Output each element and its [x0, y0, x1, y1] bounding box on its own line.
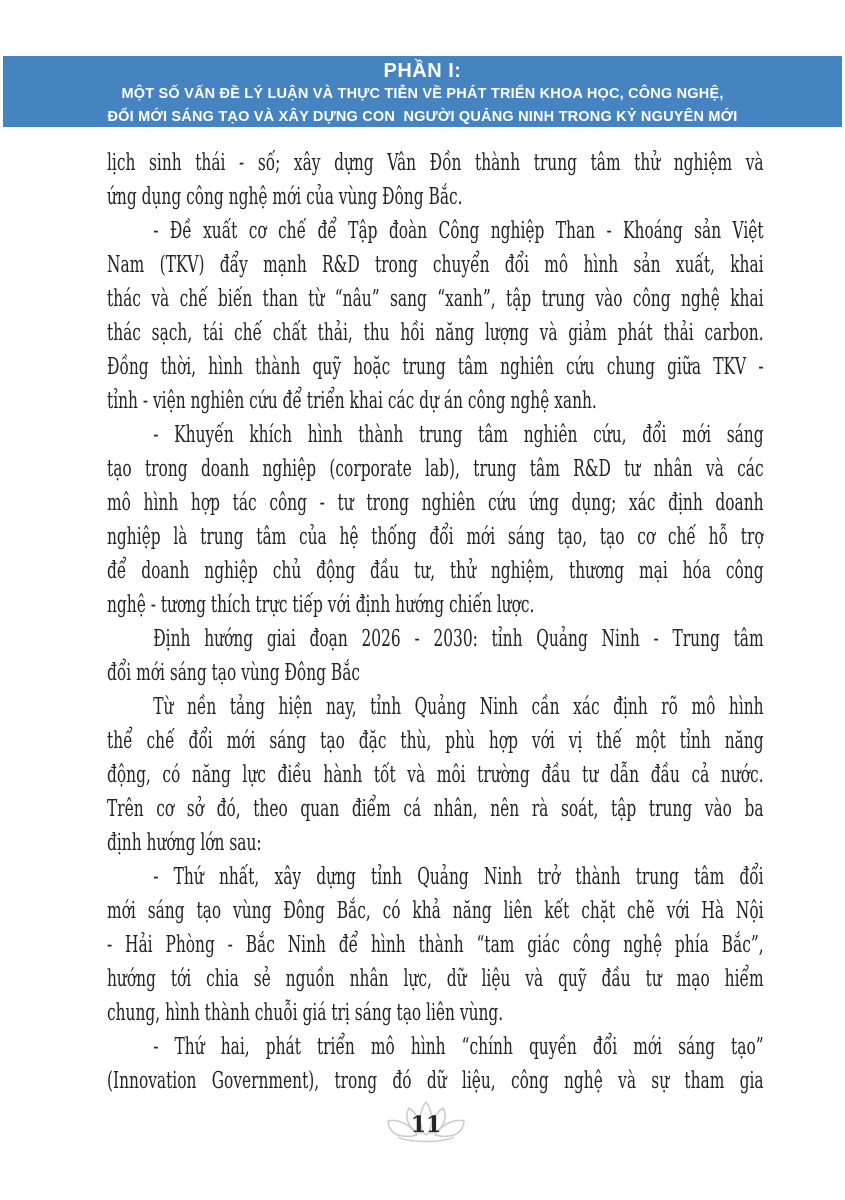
body-line: lịch sinh thái - số; xây dựng Vân Đồn thành trung tâm thử nghiệm và: [107, 150, 764, 176]
body-line: Trên cơ sở đó, theo quan điểm cá nhân, nên rà soát, tập trung vào ba: [107, 796, 764, 822]
body-line: tạo trong doanh nghiệp (corporate lab), trung tâm R&D tư nhân và các: [107, 456, 764, 482]
part-label: PHẦN I:: [383, 60, 462, 82]
body-line: chung, hình thành chuỗi giá trị sáng tạo liên vùng.: [107, 1000, 504, 1026]
body-line: Đồng thời, hình thành quỹ hoặc trung tâm nghiên cứu chung giữa TKV -: [107, 354, 764, 380]
body-line: mô hình hợp tác công - tư trong nghiên cứu ứng dụng; xác định doanh: [107, 490, 764, 516]
body-line: - Thứ nhất, xây dựng tỉnh Quảng Ninh trở thành trung tâm đổi: [153, 864, 764, 890]
body-line: - Đề xuất cơ chế để Tập đoàn Công nghiệp Than - Khoáng sản Việt: [153, 218, 764, 244]
body-text-block: [107, 146, 764, 1098]
body-line: - Khuyến khích hình thành trung tâm nghiên cứu, đổi mới sáng: [153, 422, 764, 448]
body-line: Định hướng giai đoạn 2026 - 2030: tỉnh Quảng Ninh - Trung tâm: [153, 626, 764, 652]
body-line: thác và chế biến than từ “nâu” sang “xanh”, tập trung vào công nghệ khai: [107, 286, 764, 312]
body-line: (Innovation Government), trong đó dữ liệu, công nghệ và sự tham gia: [107, 1068, 764, 1094]
body-line: mới sáng tạo vùng Đông Bắc, có khả năng liên kết chặt chẽ với Hà Nội: [107, 898, 764, 924]
part-subtitle-line-1: MỘT SỐ VẤN ĐỀ LÝ LUẬN VÀ THỰC TIỄN VỀ PHÁT TRIỂN KHOA HỌC, CÔNG NGHỆ,: [121, 86, 724, 102]
body-line: đổi mới sáng tạo vùng Đông Bắc: [107, 660, 361, 686]
body-line: Nam (TKV) đẩy mạnh R&D trong chuyển đổi mô hình sản xuất, khai: [107, 252, 764, 278]
body-line: nghiệp là trung tâm của hệ thống đổi mới sáng tạo, tạo cơ chế hỗ trợ: [107, 524, 764, 550]
body-line: hướng tới chia sẻ nguồn nhân lực, dữ liệu và quỹ đầu tư mạo hiểm: [107, 966, 764, 992]
body-line: ứng dụng công nghệ mới của vùng Đông Bắc.: [107, 184, 463, 210]
body-line: - Hải Phòng - Bắc Ninh để hình thành “tam giác công nghệ phía Bắc”,: [107, 932, 764, 958]
body-line: - Thứ hai, phát triển mô hình “chính quyền đổi mới sáng tạo”: [153, 1034, 764, 1060]
body-line: nghệ - tương thích trực tiếp với định hướng chiến lược.: [107, 592, 535, 618]
part-header-banner: [3, 56, 842, 127]
body-line: để doanh nghiệp chủ động đầu tư, thử nghiệm, thương mại hóa công: [107, 558, 764, 584]
body-line: Từ nền tảng hiện nay, tỉnh Quảng Ninh cần xác định rõ mô hình: [153, 694, 764, 720]
body-line: thể chế đổi mới sáng tạo đặc thù, phù hợp với vị thế một tỉnh năng: [107, 728, 764, 754]
body-line: động, có năng lực điều hành tốt và môi trường đầu tư dẫn đầu cả nước.: [107, 762, 764, 788]
page-number: 11: [410, 1112, 442, 1138]
body-line: định hướng lớn sau:: [107, 830, 262, 856]
body-line: thác sạch, tái chế chất thải, thu hồi năng lượng và giảm phát thải carbon.: [107, 320, 764, 346]
body-line: tỉnh - viện nghiên cứu để triển khai các dự án công nghệ xanh.: [107, 388, 597, 414]
part-subtitle-line-2: ĐỔI MỚI SÁNG TẠO VÀ XÂY DỰNG CON NGƯỜI QUẢNG NINH TRONG KỶ NGUYÊN MỚI: [107, 108, 738, 125]
